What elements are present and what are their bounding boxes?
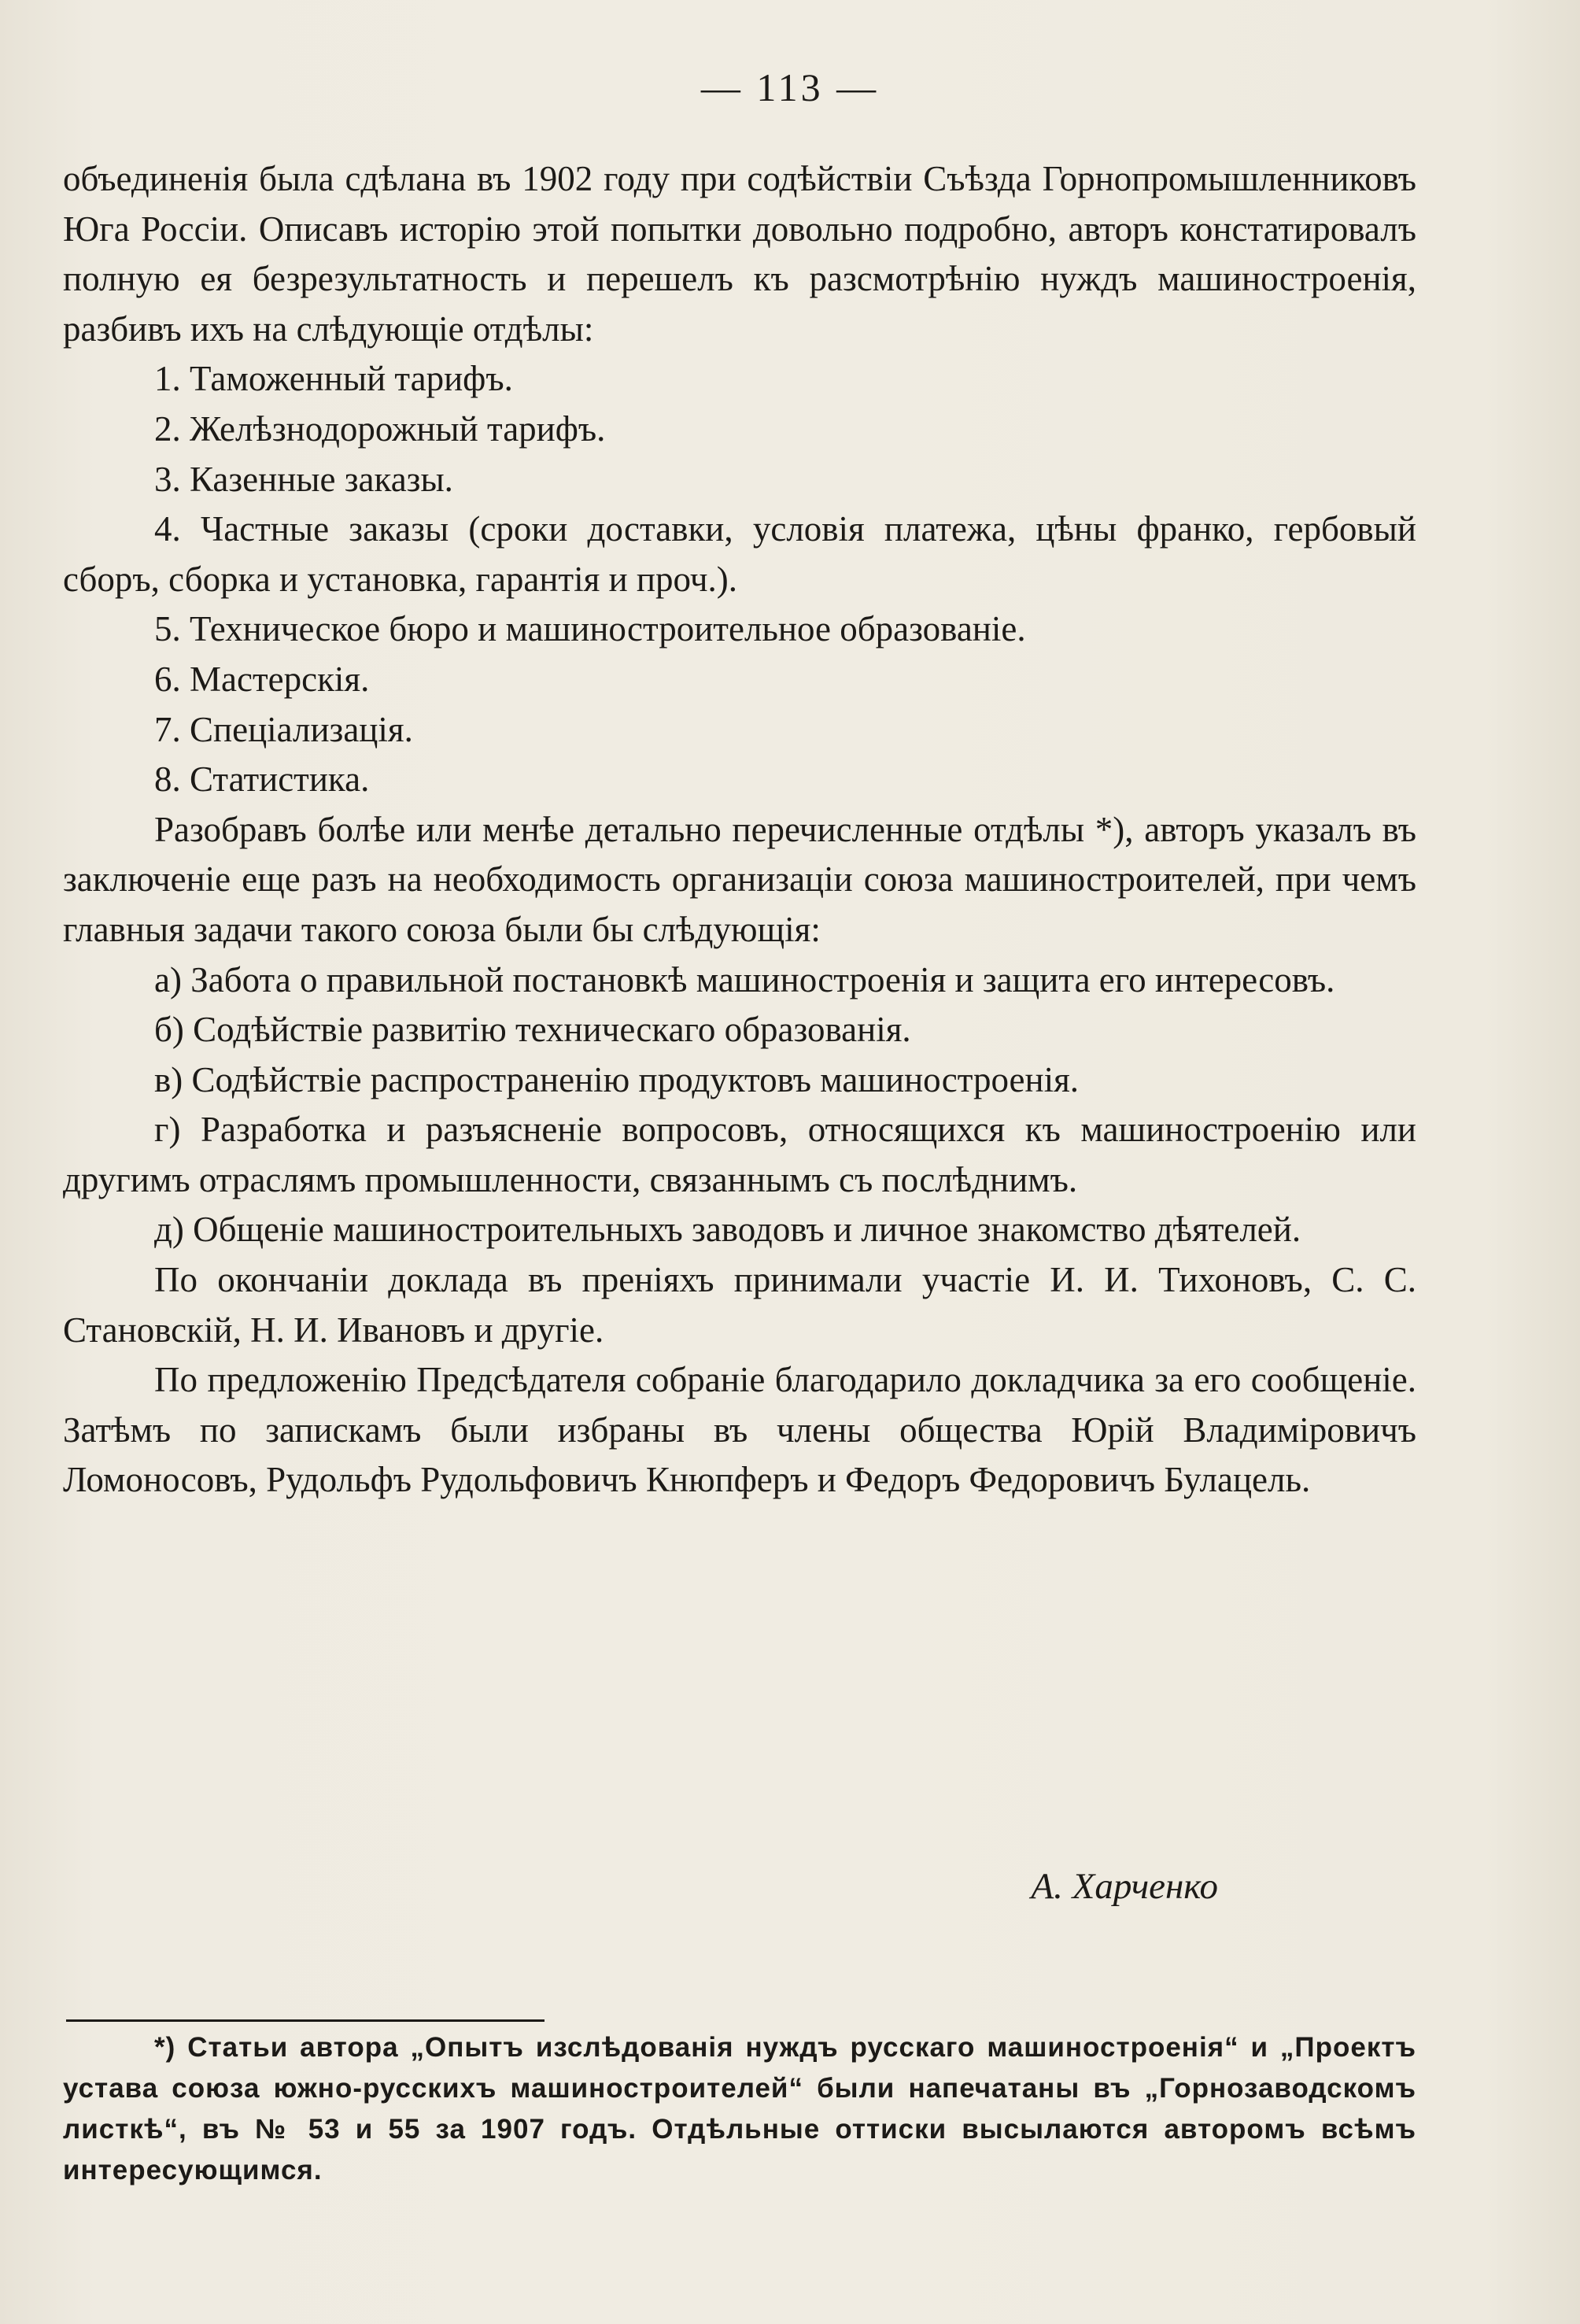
- list-item-technical-bureau: 5. Техническое бюро и машиностроительное образованіе.: [154, 609, 1026, 649]
- task-item-g: г) Разработка и разъясненіе вопросовъ, относящихся къ машиностроенію или другимъ отраслямъ промышленности, связаннымъ съ послѣднимъ.: [63, 1110, 1416, 1199]
- list-item-railway-tariff: 2. Желѣзнодорожный тарифъ.: [154, 408, 606, 449]
- footnote-divider: [66, 2019, 545, 2022]
- list-item-workshops: 6. Мастерскія.: [154, 659, 370, 699]
- page-number: — 113 —: [700, 65, 880, 109]
- author-signature: А. Харченко: [1031, 1866, 1218, 1907]
- paragraph-members: По предложенію Предсѣдателя собраніе благодарило докладчика за его сообщеніе. Затѣмъ по запискамъ были избраны въ члены общества Юрій Владиміровичъ Ломоносовъ, Рудольфъ Рудольфовичъ Кнюпферъ и Федоръ Федоровичъ Булацель.: [63, 1360, 1416, 1500]
- task-item-v: в) Содѣйствіе распространенію продуктовъ машиностроенія.: [154, 1059, 1080, 1099]
- footnote: *) Статьи автора „Опытъ изслѣдованія нуждъ русскаго машиностроенія“ и „Проектъ устава союза южно-русскихъ машиностроителей“ были напечатаны въ „Горнозаводскомъ листкѣ“, въ № 53 и 55 за 1907 годъ. Отдѣльные оттиски высылаются авторомъ всѣмъ интересующимся.: [63, 2032, 1416, 2185]
- paragraph-tasks-intro: Разобравъ болѣе или менѣе детально перечисленные отдѣлы *), авторъ указалъ въ заключеніе еще разъ на необходимость организаціи союза машиностроителей, при чемъ главныя задачи такого союза были бы слѣдующія:: [63, 809, 1416, 949]
- main-text: [63, 154, 1416, 1506]
- task-item-d: д) Общеніе машиностроительныхъ заводовъ и личное знакомство дѣятелей.: [154, 1210, 1301, 1250]
- task-item-b: б) Содѣйствіе развитію техническаго образованія.: [154, 1010, 911, 1050]
- list-item-state-orders: 3. Казенные заказы.: [154, 459, 453, 499]
- task-item-a: а) Забота о правильной постановкѣ машиностроенія и защита его интересовъ.: [154, 959, 1335, 999]
- list-item-specialization: 7. Спеціализація.: [154, 709, 413, 749]
- list-item-tariff: 1. Таможенный тарифъ.: [154, 359, 513, 399]
- list-item-private-orders: 4. Частные заказы (сроки доставки, условія платежа, цѣны франко, гербовый сборъ, сборка и установка, гарантія и проч.).: [63, 509, 1416, 599]
- paragraph-intro: объединенія была сдѣлана въ 1902 году при содѣйствіи Съѣзда Горнопромышленниковъ Юга Россіи. Описавъ исторію этой попытки довольно подробно, авторъ констатировалъ полную ея безрезультатность и перешелъ къ разсмотрѣнію нуждъ машиностроенія, разбивъ ихъ на слѣдующіе отдѣлы:: [63, 159, 1416, 349]
- list-item-statistics: 8. Статистика.: [154, 759, 370, 800]
- paragraph-discussion: По окончаніи доклада въ преніяхъ принимали участіе И. И. Тихоновъ, С. С. Становскій, Н. И. Ивановъ и другіе.: [63, 1260, 1416, 1350]
